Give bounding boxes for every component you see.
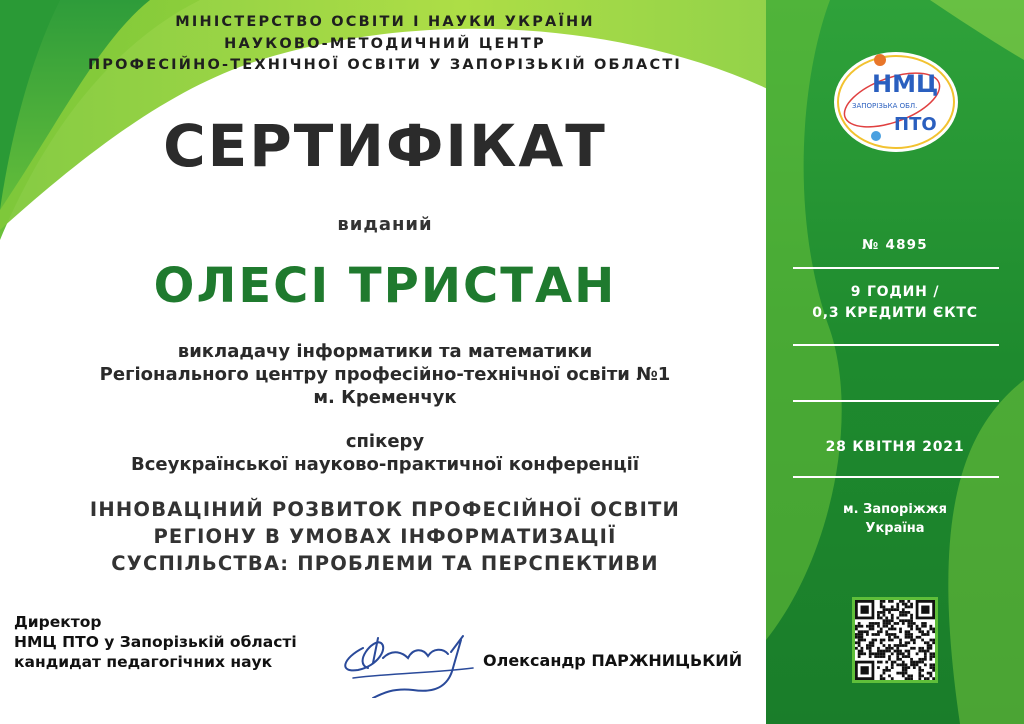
issued-label: виданий bbox=[337, 214, 433, 235]
signatory-name: Олександр ПАРЖНИЦЬКИЙ bbox=[483, 651, 743, 670]
issuer-header bbox=[0, 12, 770, 77]
hours-credits bbox=[766, 282, 1024, 324]
conference-name: Всеукраїнської науково-практичної конференції bbox=[130, 454, 639, 475]
signatory-organization: НМЦ ПТО у Запорізькій області bbox=[14, 633, 297, 651]
role-position: викладачу інформатики та математики bbox=[177, 341, 593, 362]
signatory-position: Директор bbox=[14, 613, 102, 631]
qr-code[interactable] bbox=[852, 597, 938, 683]
recipient-name: ОЛЕСІ ТРИСТАН bbox=[153, 258, 617, 314]
role-institution: Регіонального центру професійно-технічної освіти №1 bbox=[99, 364, 671, 385]
issuer-ministry: МІНІСТЕРСТВО ОСВІТИ І НАУКИ УКРАЇНИ bbox=[175, 14, 595, 30]
event-country: Україна bbox=[865, 521, 925, 536]
event-date: 28 КВІТНЯ 2021 bbox=[825, 439, 965, 455]
svg-text:НМЦ: НМЦ bbox=[872, 70, 939, 98]
svg-text:ПТО: ПТО bbox=[894, 114, 937, 135]
credits-line: 0,3 КРЕДИТИ ЄКТС bbox=[812, 305, 978, 321]
signatory-degree: кандидат педагогічних наук bbox=[14, 653, 273, 671]
event-city: м. Запоріжжя bbox=[843, 502, 947, 517]
conference-topic bbox=[0, 496, 770, 577]
svg-text:ЗАПОРІЗЬКА ОБЛ.: ЗАПОРІЗЬКА ОБЛ. bbox=[852, 102, 918, 110]
divider bbox=[793, 344, 999, 346]
qr-code-icon bbox=[855, 600, 935, 680]
speaker-label: спікеру bbox=[345, 431, 425, 452]
event-location bbox=[766, 500, 1024, 538]
issuer-center: НАУКОВО-МЕТОДИЧНИЙ ЦЕНТР bbox=[224, 35, 546, 52]
topic-line-1: ІННОВАЦІНИЙ РОЗВИТОК ПРОФЕСІЙНОЇ ОСВІТИ bbox=[89, 498, 681, 521]
divider bbox=[793, 476, 999, 478]
topic-line-2: РЕГІОНУ В УМОВАХ ІНФОРМАТИЗАЦІЇ bbox=[153, 525, 617, 548]
topic-line-3: СУСПІЛЬСТВА: ПРОБЛЕМИ ТА ПЕРСПЕКТИВИ bbox=[111, 552, 659, 575]
certificate-number: № 4895 bbox=[862, 237, 928, 253]
role-city: м. Кременчук bbox=[313, 387, 457, 408]
speaker-block bbox=[0, 430, 770, 476]
divider bbox=[793, 400, 999, 402]
divider bbox=[793, 267, 999, 269]
certificate-title: СЕРТИФІКАТ bbox=[163, 112, 607, 180]
signature-image bbox=[333, 618, 478, 698]
nmc-pto-logo bbox=[832, 50, 960, 154]
recipient-role bbox=[0, 340, 770, 409]
issuer-region: ПРОФЕСІЙНО-ТЕХНІЧНОЇ ОСВІТИ У ЗАПОРІЗЬКІЙ ОБЛАСТІ bbox=[87, 57, 683, 73]
signatory-title bbox=[14, 612, 297, 672]
hours-line: 9 ГОДИН / bbox=[850, 284, 940, 300]
